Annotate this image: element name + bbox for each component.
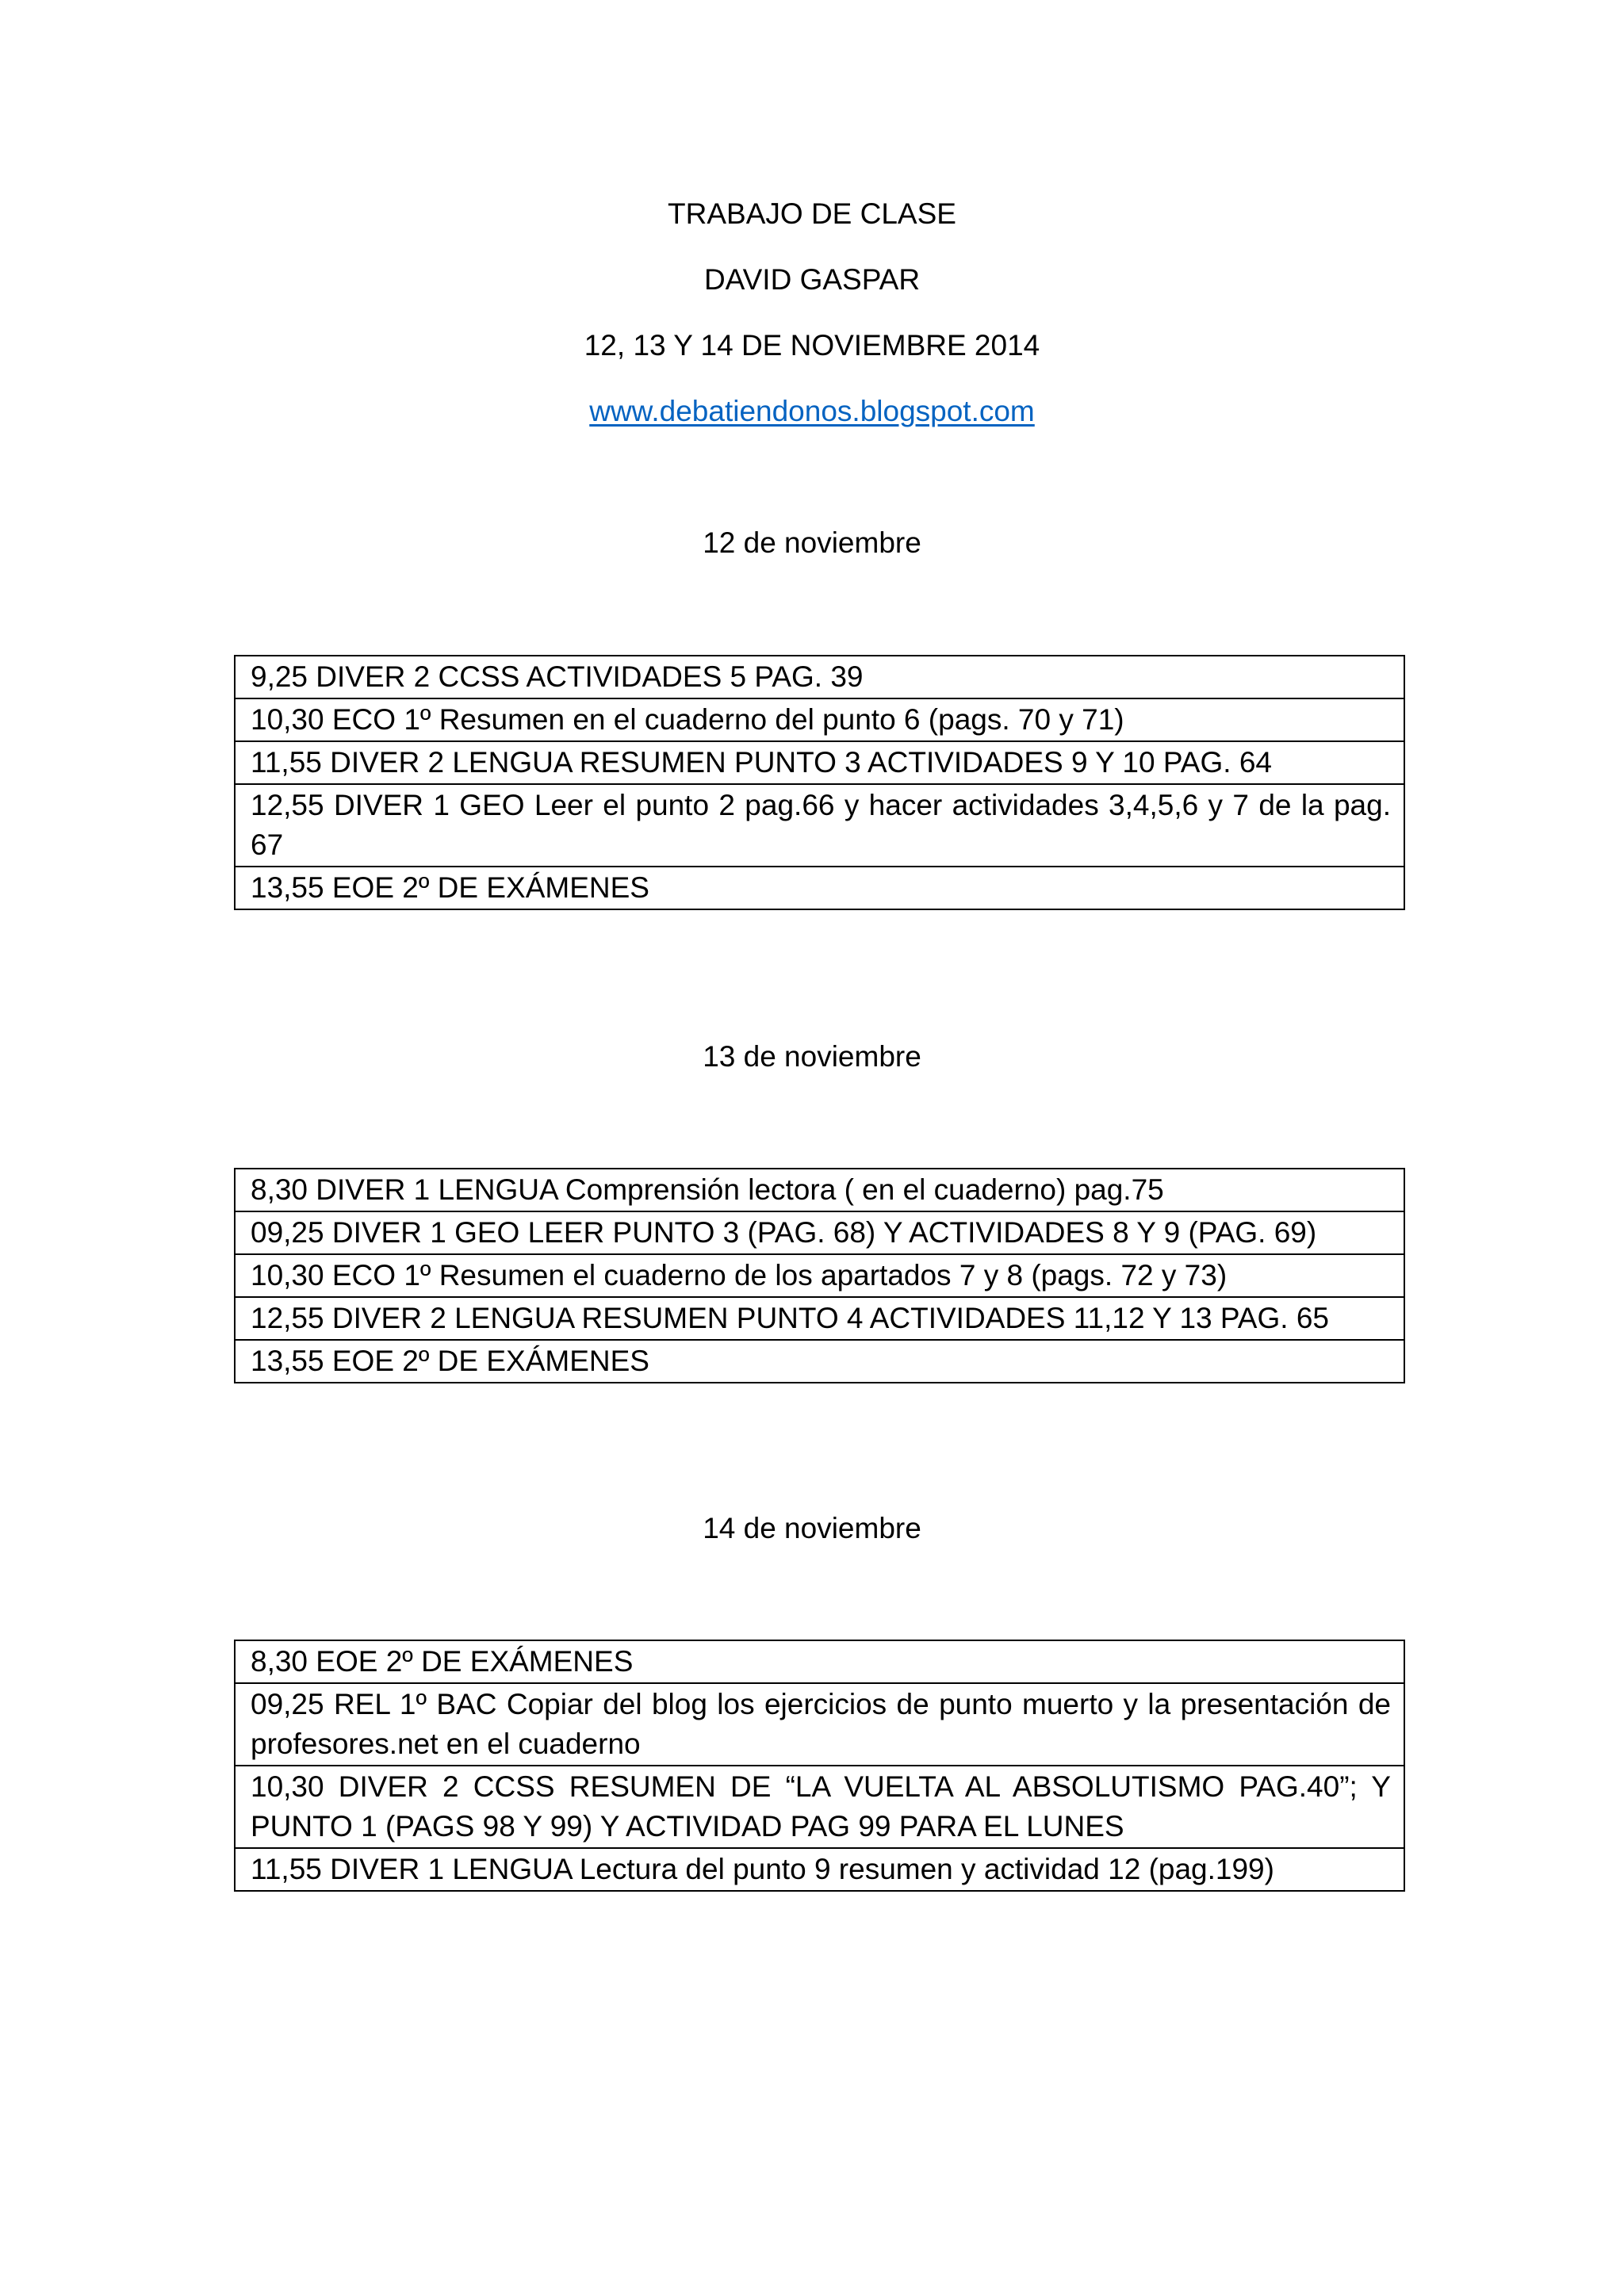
- table-row: [235, 1254, 1404, 1297]
- table-row: [235, 1683, 1404, 1766]
- table-row: [235, 1640, 1404, 1683]
- schedule-entry: 09,25 REL 1º BAC Copiar del blog los ejercicios de punto muerto y la presentación de profesores.net en el cuaderno: [235, 1683, 1404, 1766]
- table-row: [235, 1766, 1404, 1848]
- schedule-table-13: [234, 1168, 1405, 1383]
- table-row: [235, 1848, 1404, 1891]
- schedule-table-12: [234, 655, 1405, 910]
- schedule-entry: 13,55 EOE 2º DE EXÁMENES: [235, 1340, 1404, 1383]
- schedule-entry: 10,30 ECO 1º Resumen en el cuaderno del punto 6 (pags. 70 y 71): [235, 698, 1404, 741]
- schedule-entry: 11,55 DIVER 1 LENGUA Lectura del punto 9 resumen y actividad 12 (pag.199): [235, 1848, 1404, 1891]
- schedule-entry: 13,55 EOE 2º DE EXÁMENES: [235, 867, 1404, 909]
- document-title: TRABAJO DE CLASE: [668, 197, 956, 230]
- author-name: DAVID GASPAR: [703, 263, 921, 296]
- table-row: [235, 784, 1404, 867]
- schedule-entry: 12,55 DIVER 2 LENGUA RESUMEN PUNTO 4 ACTIVIDADES 11,12 Y 13 PAG. 65: [235, 1297, 1404, 1340]
- schedule-entry: 8,30 DIVER 1 LENGUA Comprensión lectora ( en el cuaderno) pag.75: [235, 1169, 1404, 1211]
- table-row: [235, 1169, 1404, 1211]
- day-heading-12: 12 de noviembre: [703, 526, 921, 559]
- date-range: 12, 13 Y 14 DE NOVIEMBRE 2014: [584, 329, 1040, 362]
- day-heading-13: 13 de noviembre: [703, 1040, 921, 1073]
- schedule-entry: 09,25 DIVER 1 GEO LEER PUNTO 3 (PAG. 68) Y ACTIVIDADES 8 Y 9 (PAG. 69): [235, 1211, 1404, 1254]
- schedule-table-14: [234, 1640, 1405, 1892]
- table-row: [235, 656, 1404, 698]
- blog-link[interactable]: www.debatiendonos.blogspot.com: [589, 395, 1035, 427]
- schedule-entry: 10,30 ECO 1º Resumen el cuaderno de los apartados 7 y 8 (pags. 72 y 73): [235, 1254, 1404, 1297]
- table-row: [235, 867, 1404, 909]
- table-row: [235, 698, 1404, 741]
- schedule-entry: 10,30 DIVER 2 CCSS RESUMEN DE “LA VUELTA AL ABSOLUTISMO PAG.40”; Y PUNTO 1 (PAGS 98 Y 99) Y ACTIVIDAD PAG 99 PARA EL LUNES: [235, 1766, 1404, 1848]
- table-row: [235, 741, 1404, 784]
- blog-link-line: [0, 394, 1624, 429]
- day-heading-14: 14 de noviembre: [703, 1512, 921, 1544]
- schedule-entry: 12,55 DIVER 1 GEO Leer el punto 2 pag.66 y hacer actividades 3,4,5,6 y 7 de la pag. 67: [235, 784, 1404, 867]
- table-row: [235, 1211, 1404, 1254]
- table-row: [235, 1340, 1404, 1383]
- schedule-entry: 9,25 DIVER 2 CCSS ACTIVIDADES 5 PAG. 39: [235, 656, 1404, 698]
- schedule-entry: 11,55 DIVER 2 LENGUA RESUMEN PUNTO 3 ACTIVIDADES 9 Y 10 PAG. 64: [235, 741, 1404, 784]
- table-row: [235, 1297, 1404, 1340]
- schedule-entry: 8,30 EOE 2º DE EXÁMENES: [235, 1640, 1404, 1683]
